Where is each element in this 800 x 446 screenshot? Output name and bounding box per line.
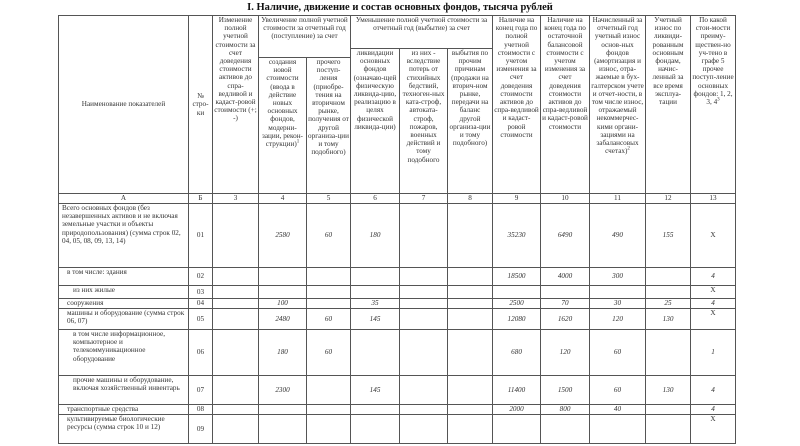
page-title: I. Наличие, движение и состав основных фондов, тысяча рублей	[247, 2, 553, 13]
cell-col8	[448, 376, 493, 405]
table-row	[59, 415, 736, 444]
cell-col6	[351, 286, 400, 299]
cell-col12	[646, 405, 691, 415]
cell-col11: 30	[590, 299, 646, 309]
column-number: 7	[400, 194, 448, 204]
header-col10: Наличие на конец года по остаточной балансовой стоимости с учетом изменения за счет доведения стоимости активов до спра-ведливой и кадаст-ровой стоимости	[541, 16, 590, 194]
cell-col3	[213, 204, 259, 268]
cell-col9: 12080	[493, 309, 541, 330]
cell-col10: 800	[541, 405, 590, 415]
cell-col5	[307, 415, 351, 444]
cell-col5	[307, 286, 351, 299]
row-code: 07	[189, 376, 213, 405]
cell-col9: 680	[493, 330, 541, 376]
column-number: 6	[351, 194, 400, 204]
cell-col6	[351, 268, 400, 286]
header-col8: выбытия по прочим причинам (продажи на вторич-ном рынке, передачи на баланс другой организа-ции и тому подобного)	[448, 49, 493, 194]
cell-col10: 1500	[541, 376, 590, 405]
row-name: транспортные средства	[59, 405, 189, 415]
cell-col13: 4	[691, 376, 736, 405]
header-decrease-group: Уменьшение полной учетной стоимости за отчетный год (выбытие) за счет	[351, 16, 493, 49]
row-code: 04	[189, 299, 213, 309]
cell-col11: 120	[590, 309, 646, 330]
cell-col4: 2580	[259, 204, 307, 268]
cell-col13: 1	[691, 330, 736, 376]
cell-col11: 300	[590, 268, 646, 286]
cell-col4: 2480	[259, 309, 307, 330]
cell-col8	[448, 299, 493, 309]
column-number: 8	[448, 194, 493, 204]
cell-col7	[400, 376, 448, 405]
cell-col8	[448, 405, 493, 415]
column-number: 11	[590, 194, 646, 204]
cell-col3	[213, 299, 259, 309]
row-code: 06	[189, 330, 213, 376]
header-col11	[590, 16, 646, 194]
header-col13-text: По какой стои-мости преиму-ществен-но уч-тено в графе 5 прочее поступ-ление основных фондов: 1, 2, 3, 4	[692, 16, 734, 107]
row-code: 09	[189, 415, 213, 444]
cell-col3	[213, 268, 259, 286]
table-row	[59, 376, 736, 405]
cell-col12: 130	[646, 309, 691, 330]
cell-col4: 180	[259, 330, 307, 376]
header-col3: Изменение полной учетной стоимости за счет доведения стоимости активов до спра-ведливой и кадаст-ровой стоимости (+; -)	[213, 16, 259, 194]
table-row	[59, 204, 736, 268]
row-code: 03	[189, 286, 213, 299]
cell-col13: 4	[691, 268, 736, 286]
table-row	[59, 286, 736, 299]
cell-col6: 145	[351, 309, 400, 330]
cell-col7	[400, 405, 448, 415]
row-code: 08	[189, 405, 213, 415]
header-row-no: № стро-ки	[189, 16, 213, 194]
cell-col10: 4000	[541, 268, 590, 286]
cell-col5: 60	[307, 204, 351, 268]
column-number: Б	[189, 194, 213, 204]
footnote-mark: 3	[717, 97, 720, 103]
cell-col3	[213, 415, 259, 444]
cell-col11: 60	[590, 376, 646, 405]
cell-col4	[259, 415, 307, 444]
cell-col7	[400, 309, 448, 330]
cell-col7	[400, 268, 448, 286]
cell-col10: 70	[541, 299, 590, 309]
cell-col6	[351, 405, 400, 415]
cell-col9: 2500	[493, 299, 541, 309]
cell-col8	[448, 286, 493, 299]
column-number: А	[59, 194, 189, 204]
cell-col9: 18500	[493, 268, 541, 286]
cell-col4: 2300	[259, 376, 307, 405]
header-col7: из них - вследствие потерь от стихийных бедствий, техноген-ных ката-строф, автоката-строф, пожаров, военных действий и тому подобного	[400, 49, 448, 194]
row-name: в том числе информационное, компьютерное и телекоммуникационное оборудование	[59, 330, 189, 376]
cell-col9: 11400	[493, 376, 541, 405]
cell-col8	[448, 330, 493, 376]
cell-col9	[493, 286, 541, 299]
header-col13	[691, 16, 736, 194]
cell-col5: 60	[307, 309, 351, 330]
cell-col11	[590, 286, 646, 299]
footnote-mark: 1	[296, 139, 300, 145]
cell-col6: 35	[351, 299, 400, 309]
cell-col4	[259, 405, 307, 415]
cell-col11	[590, 415, 646, 444]
table-row	[59, 405, 736, 415]
cell-col6	[351, 330, 400, 376]
header-name: Наименование показателей	[59, 16, 189, 194]
cell-col9: 35230	[493, 204, 541, 268]
row-code: 01	[189, 204, 213, 268]
row-name: из них жилые	[59, 286, 189, 299]
cell-col12: 25	[646, 299, 691, 309]
header-col9: Наличие на конец года по полной учетной стоимости с учетом изменения за счет доведения стоимости активов до спра-ведливой и кадаст-ровой стоимости	[493, 16, 541, 194]
column-number: 12	[646, 194, 691, 204]
column-number: 9	[493, 194, 541, 204]
cell-col3	[213, 286, 259, 299]
cell-col5	[307, 405, 351, 415]
cell-col12: 155	[646, 204, 691, 268]
cell-col3	[213, 376, 259, 405]
column-number: 3	[213, 194, 259, 204]
cell-col3	[213, 405, 259, 415]
column-number: 4	[259, 194, 307, 204]
cell-col8	[448, 204, 493, 268]
cell-col7	[400, 286, 448, 299]
cell-col7	[400, 204, 448, 268]
column-number: 13	[691, 194, 736, 204]
cell-col8	[448, 415, 493, 444]
cell-col10: 120	[541, 330, 590, 376]
cell-col11: 60	[590, 330, 646, 376]
cell-col12	[646, 415, 691, 444]
cell-col6	[351, 415, 400, 444]
cell-col7	[400, 330, 448, 376]
cell-col13: 4	[691, 405, 736, 415]
fixed-assets-table	[58, 15, 736, 444]
cell-col10	[541, 286, 590, 299]
column-number: 5	[307, 194, 351, 204]
header-col4	[259, 58, 307, 194]
cell-col12: 130	[646, 376, 691, 405]
cell-col7	[400, 415, 448, 444]
cell-col11: 490	[590, 204, 646, 268]
cell-col3	[213, 309, 259, 330]
row-name: прочие машины и оборудование, включая хозяйственный инвентарь	[59, 376, 189, 405]
cell-col4	[259, 268, 307, 286]
table-row	[59, 268, 736, 286]
cell-col5	[307, 299, 351, 309]
cell-col13: X	[691, 309, 736, 330]
cell-col10: 6490	[541, 204, 590, 268]
cell-col13: X	[691, 286, 736, 299]
cell-col8	[448, 309, 493, 330]
header-col12: Учетный износ по ликвиди-рованным основным фондам, начис-ленный за все время эксплуа-тации	[646, 16, 691, 194]
footnote-mark: 2	[627, 146, 630, 152]
cell-col5	[307, 268, 351, 286]
header-col11-text: Начисленный за отчетный год учетный износ основ-ных фондов (амортизация и износ, отра-жаемые в бух-галтерском учете и отчет-ности, в том числе износ, отражаемый некоммерчес-кими органи-зациями на забалансовых счетах)	[591, 16, 644, 156]
row-name: в том числе: здания	[59, 268, 189, 286]
cell-col5: 60	[307, 330, 351, 376]
header-col6: ликвидации основных фондов (означаю-щей физическую ликвида-цию, реализацию в целях физической ликвида-ции)	[351, 49, 400, 194]
table-row	[59, 330, 736, 376]
column-number: 10	[541, 194, 590, 204]
row-name: культивируемые биологические ресурсы (сумма строк 10 и 12)	[59, 415, 189, 444]
header-increase-group: Увеличение полной учетной стоимости за отчетный год (поступление) за счет	[259, 16, 351, 58]
cell-col8	[448, 268, 493, 286]
cell-col4: 100	[259, 299, 307, 309]
cell-col3	[213, 330, 259, 376]
table-row	[59, 309, 736, 330]
cell-col7	[400, 299, 448, 309]
cell-col10	[541, 415, 590, 444]
cell-col6: 180	[351, 204, 400, 268]
cell-col11: 40	[590, 405, 646, 415]
cell-col6: 145	[351, 376, 400, 405]
row-name: Всего основных фондов (без незавершенных активов и не включая земельные участки и объекты природопользования) (сумма строк 02, 04, 05, 08, 09, 13, 14)	[59, 204, 189, 268]
cell-col13: X	[691, 204, 736, 268]
cell-col13: 4	[691, 299, 736, 309]
row-name: сооружения	[59, 299, 189, 309]
cell-col9: 2000	[493, 405, 541, 415]
cell-col12	[646, 330, 691, 376]
row-code: 05	[189, 309, 213, 330]
table-row	[59, 299, 736, 309]
column-number-row	[59, 194, 736, 204]
cell-col5	[307, 376, 351, 405]
cell-col12	[646, 286, 691, 299]
row-name: машины и оборудование (сумма строк 06, 07)	[59, 309, 189, 330]
cell-col9	[493, 415, 541, 444]
header-col4-text: создания новой стоимости (ввода в действие новых основных фондов, модерни-зации, рекон-струкции)	[262, 58, 303, 149]
cell-col13: X	[691, 415, 736, 444]
cell-col4	[259, 286, 307, 299]
cell-col12	[646, 268, 691, 286]
header-col5: прочего поступ-ления (приобре-тения на вторичном рынке, получения от другой организа-ции и тому подобного)	[307, 58, 351, 194]
cell-col10: 1620	[541, 309, 590, 330]
row-code: 02	[189, 268, 213, 286]
